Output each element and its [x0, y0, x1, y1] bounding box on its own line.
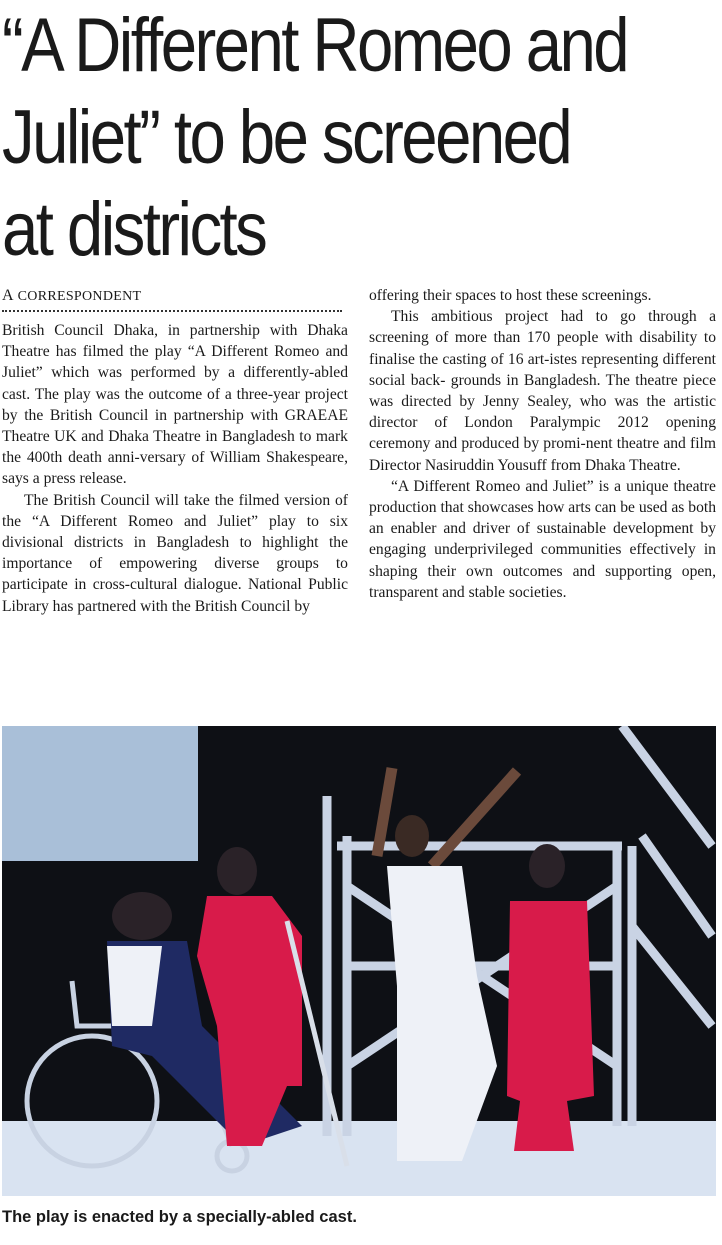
- paragraph: The British Council will take the filmed version of the “A Different Romeo and Juliet” play to six divisional districts in Bangladesh to highlight the importance of empowering diverse groups to participate in cross-cultural dialogue. National Public Library has partnered with the British Council by: [2, 491, 349, 615]
- article-column-right: [369, 285, 716, 603]
- headline-line-2: Juliet” to be screened: [2, 95, 571, 180]
- headline: [2, 0, 628, 276]
- paragraph: British Council Dhaka, in partnership with Dhaka Theatre has filmed the play “A Different Romeo and Juliet” which was performed by a differently-abled cast. The play was the outcome of a three-year project by the British Council in partnership with GRAEAE Theatre UK and Dhaka Theatre in Bangladesh to mark the 400th death anni-versary of William Shakespeare, says a press release.: [2, 322, 348, 488]
- paragraph: offering their spaces to host these screenings.: [369, 287, 652, 304]
- photo-caption: The play is enacted by a specially-abled cast.: [2, 1208, 357, 1226]
- headline-line-1: “A Different Romeo and: [2, 3, 628, 88]
- byline: [2, 285, 348, 306]
- stage-floor: [2, 1121, 716, 1196]
- byline-rest: CORRESPONDENT: [13, 289, 142, 304]
- article-column-left: [2, 285, 348, 617]
- stage-photo: [2, 726, 716, 1196]
- headline-line-3: at districts: [2, 187, 266, 272]
- paragraph: “A Different Romeo and Juliet” is a unique theatre production that showcases how arts can be used as both an enabler and driver of sustainable development by engaging underprivileged communities effectively in shaping their own outcomes and supporting open, transparent and stable societies.: [369, 477, 717, 601]
- byline-initial: A: [2, 287, 14, 304]
- stage-photo-illustration: [2, 726, 716, 1196]
- projection-screen: [2, 726, 198, 861]
- byline-divider: [2, 310, 342, 312]
- paragraph: This ambitious project had to go through a screening of more than 170 people with disability to finalise the casting of 16 art-istes representing different social back- grounds in Bangladesh. The theatre piece was directed by Jenny Sealey, who was the artistic director of London Paralympic 2012 opening ceremony and produced by promi-nent theatre and film Director Nasiruddin Yousuff from Dhaka Theatre.: [369, 308, 717, 474]
